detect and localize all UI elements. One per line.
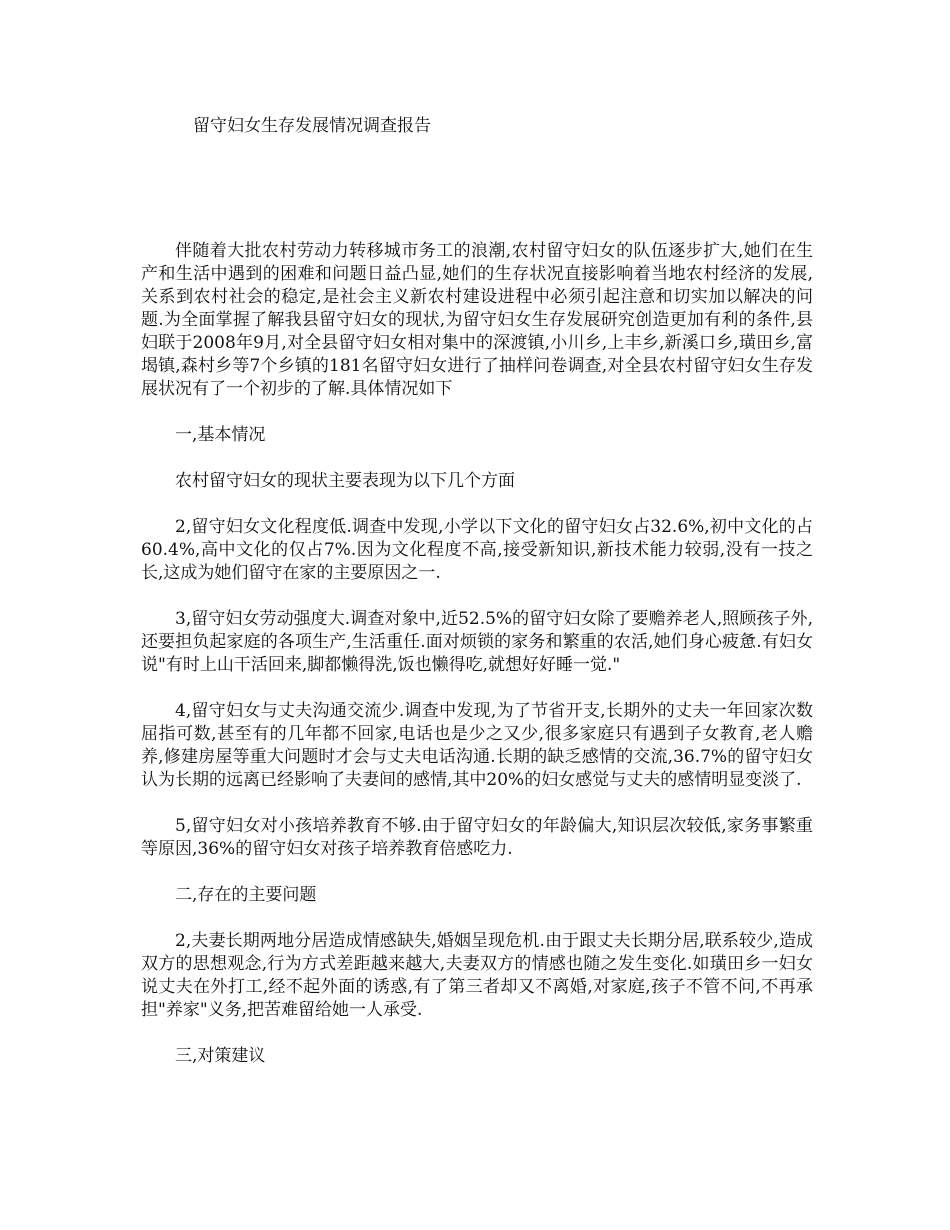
- section-1-lead: 农村留守妇女的现状主要表现为以下几个方面: [175, 471, 515, 491]
- section-1-item-5: 5,留守妇女对小孩培养教育不够.由于留守妇女的年龄偏大,知识层次较低,家务事繁重等原因,36%的留守妇女对孩子培养教育倍感吃力.: [141, 816, 813, 859]
- section-1-item-3: 3,留守妇女劳动强度大.调查对象中,近52.5%的留守妇女除了要赡养老人,照顾孩子外,还要担负起家庭的各项生产,生活重任.面对烦锁的家务和繁重的农活,她们身心疲惫.有妇女说"有时上山干活回来,脚都懒得洗,饭也懒得吃,就想好好睡一觉.": [141, 609, 813, 675]
- document-title: 留守妇女生存发展情况调查报告: [193, 116, 431, 136]
- section-3-heading: 三,对策建议: [175, 1046, 266, 1066]
- section-1-heading: 一,基本情况: [175, 425, 266, 445]
- section-1-item-2: 2,留守妇女文化程度低.调查中发现,小学以下文化的留守妇女占32.6%,初中文化的占60.4%,高中文化的仅占7%.因为文化程度不高,接受新知识,新技术能力较弱,没有一技之长,这成为她们留守在家的主要原因之一.: [141, 517, 813, 583]
- section-2-item-2: 2,夫妻长期两地分居造成情感缺失,婚姻呈现危机.由于跟丈夫长期分居,联系较少,造成双方的思想观念,行为方式差距越来越大,夫妻双方的情感也随之发生变化.如璜田乡一妇女说丈夫在外打工,经不起外面的诱惑,有了第三者却又不离婚,对家庭,孩子不管不问,不再承担"养家"义务,把苦难留给她一人承受.: [141, 931, 813, 1020]
- section-2-heading: 二,存在的主要问题: [175, 885, 317, 905]
- document-body: [141, 240, 813, 1068]
- section-1-item-4: 4,留守妇女与丈夫沟通交流少.调查中发现,为了节省开支,长期外的丈夫一年回家次数屈指可数,甚至有的几年都不回家,电话也是少之又少,很多家庭只有遇到子女教育,老人赡养,修建房屋等重大问题时才会与丈夫电话沟通.长期的缺乏感情的交流,36.7%的留守妇女认为长期的远离已经影响了夫妻间的感情,其中20%的妇女感觉与丈夫的感情明显变淡了.: [141, 701, 813, 790]
- intro-paragraph: 伴随着大批农村劳动力转移城市务工的浪潮,农村留守妇女的队伍逐步扩大,她们在生产和生活中遇到的困难和问题日益凸显,她们的生存状况直接影响着当地农村经济的发展,关系到农村社会的稳定,是社会主义新农村建设进程中必须引起注意和切实加以解决的问题.为全面掌握了解我县留守妇女的现状,为留守妇女生存发展研究创造更加有利的条件,县妇联于2008年9月,对全县留守妇女相对集中的深渡镇,小川乡,上丰乡,新溪口乡,璜田乡,富堨镇,森村乡等7个乡镇的181名留守妇女进行了抽样问卷调查,对全县农村留守妇女生存发展状况有了一个初步的了解.具体情况如下: [141, 241, 813, 399]
